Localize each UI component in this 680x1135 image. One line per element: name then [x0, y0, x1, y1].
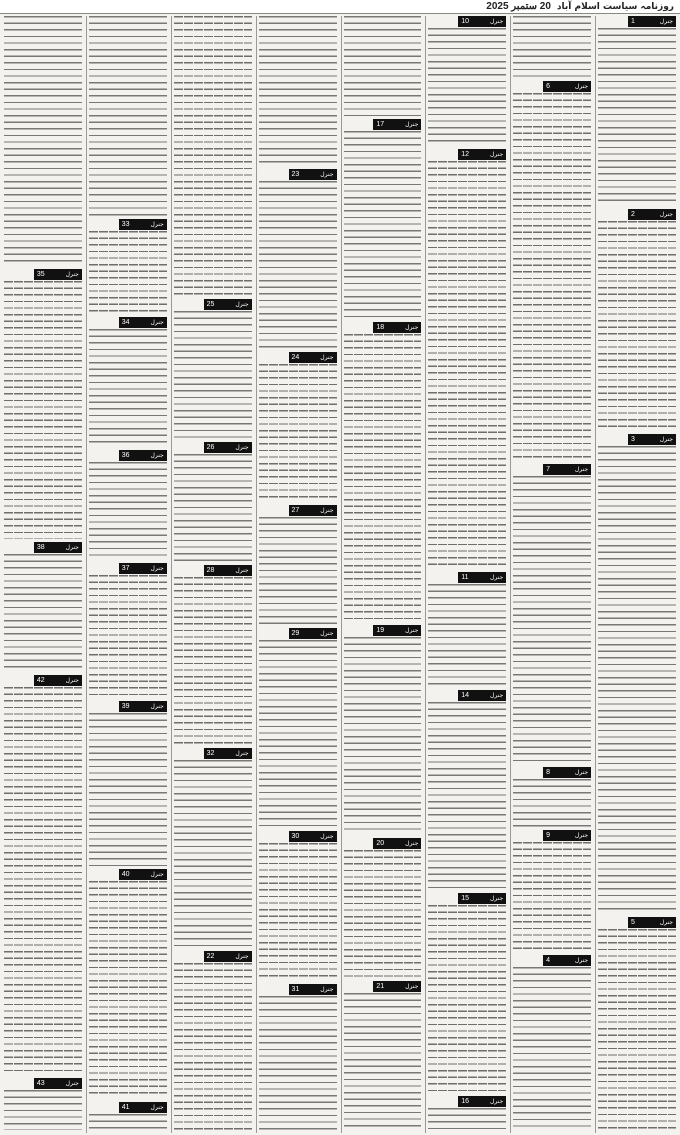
ad-number-tag: 39 جنرل [119, 701, 167, 712]
classified-ad [172, 565, 254, 745]
classified-ad [342, 981, 424, 1131]
classified-ad [596, 209, 678, 431]
ad-number-tag: 5 جنرل [628, 917, 676, 928]
ad-text [344, 334, 422, 622]
classified-ad [426, 1096, 508, 1130]
classified-ad [511, 464, 593, 764]
column-6 [171, 16, 254, 1133]
ad-text [344, 637, 422, 835]
ad-number-tag: 20 جنرل [373, 838, 421, 849]
classified-ad [426, 16, 508, 146]
ad-text [428, 584, 506, 687]
classified-ad [87, 563, 169, 698]
classified-ad [342, 322, 424, 622]
ad-number-tag: 9 جنرل [543, 830, 591, 841]
classified-ad [511, 81, 593, 461]
classified-ad [257, 628, 339, 828]
columns [2, 16, 678, 1133]
classified-ad [2, 1078, 84, 1130]
classified-ad [87, 701, 169, 866]
ad-text [89, 231, 167, 314]
ad-number-tag: 15 جنرل [458, 893, 506, 904]
column-3 [425, 16, 508, 1133]
ad-text [344, 16, 422, 116]
ad-number-tag: 26 جنرل [204, 442, 252, 453]
classified-ad [511, 767, 593, 827]
ad-number-tag: 35 جنرل [34, 269, 82, 280]
ad-text [428, 161, 506, 569]
ad-number-tag: 34 جنرل [119, 317, 167, 328]
ad-text [4, 687, 82, 1075]
classified-ad [172, 299, 254, 439]
ad-text [4, 16, 82, 266]
classified-ad [511, 955, 593, 1130]
ad-text [344, 993, 422, 1131]
masthead [0, 0, 680, 14]
ad-text [259, 16, 337, 166]
ad-text [259, 843, 337, 981]
classified-ad [257, 831, 339, 981]
ad-number-tag: 4 جنرل [543, 955, 591, 966]
ad-text [89, 462, 167, 560]
ad-text [89, 881, 167, 1099]
publication-name: روزنامہ سیاست اسلام آباد [556, 1, 674, 12]
ad-text [174, 454, 252, 562]
ad-text [4, 554, 82, 672]
ad-number-tag: 16 جنرل [458, 1096, 506, 1107]
ad-number-tag: 12 جنرل [458, 149, 506, 160]
ad-text [428, 28, 506, 146]
ad-number-tag: 19 جنرل [373, 625, 421, 636]
ad-number-tag: 23 جنرل [289, 169, 337, 180]
ad-number-tag: 31 جنرل [289, 984, 337, 995]
ad-text [259, 364, 337, 502]
ad-text [344, 131, 422, 319]
classified-ad [596, 16, 678, 206]
column-4 [341, 16, 424, 1133]
ad-text [89, 329, 167, 447]
classified-ad [87, 450, 169, 560]
ad-text [89, 575, 167, 698]
column-2 [510, 16, 593, 1133]
ad-text [89, 713, 167, 866]
ad-number-tag: 28 جنرل [204, 565, 252, 576]
ad-number-tag: 18 جنرل [373, 322, 421, 333]
ad-text [513, 476, 591, 764]
classified-ad [87, 1102, 169, 1130]
classified-ad [426, 893, 508, 1093]
ad-text [598, 929, 676, 1130]
ad-text [89, 1114, 167, 1130]
ad-text [89, 16, 167, 216]
classified-ad [257, 352, 339, 502]
ad-number-tag: 14 جنرل [458, 690, 506, 701]
classified-ad [172, 748, 254, 948]
ad-number-tag: 10 جنرل [458, 16, 506, 27]
ad-text [174, 577, 252, 745]
classified-ad [87, 869, 169, 1099]
classified-ad [2, 269, 84, 539]
ad-text [513, 842, 591, 952]
classified-ad [257, 169, 339, 349]
ad-number-tag: 30 جنرل [289, 831, 337, 842]
ad-text [513, 779, 591, 827]
ad-text [428, 1108, 506, 1130]
classified-ad [172, 951, 254, 1130]
ad-text [174, 963, 252, 1130]
ad-number-tag: 7 جنرل [543, 464, 591, 475]
ad-number-tag: 25 جنرل [204, 299, 252, 310]
ad-text [259, 640, 337, 828]
ad-number-tag: 36 جنرل [119, 450, 167, 461]
ad-text [174, 16, 252, 296]
classified-ad [426, 149, 508, 569]
ad-number-tag: 42 جنرل [34, 675, 82, 686]
ad-number-tag: 24 جنرل [289, 352, 337, 363]
classified-ad [87, 219, 169, 314]
column-5 [256, 16, 339, 1133]
classified-ad [511, 16, 593, 78]
classified-ad [596, 917, 678, 1130]
ad-text [4, 1090, 82, 1130]
issue-date: 20 ستمبر 2025 [486, 1, 551, 12]
ad-text [598, 221, 676, 431]
ad-text [259, 181, 337, 349]
ad-text [513, 93, 591, 461]
ad-number-tag: 41 جنرل [119, 1102, 167, 1113]
ad-text [174, 311, 252, 439]
classified-ad [172, 442, 254, 562]
ad-number-tag: 29 جنرل [289, 628, 337, 639]
ad-text [428, 905, 506, 1093]
ad-text [598, 446, 676, 914]
ad-text [513, 967, 591, 1130]
ad-number-tag: 43 جنرل [34, 1078, 82, 1089]
ad-number-tag: 2 جنرل [628, 209, 676, 220]
ad-text [598, 28, 676, 206]
classified-ad [342, 625, 424, 835]
classified-ad [596, 434, 678, 914]
ad-number-tag: 17 جنرل [373, 119, 421, 130]
ad-text [259, 996, 337, 1130]
classified-ad [2, 542, 84, 672]
ad-number-tag: 32 جنرل [204, 748, 252, 759]
ad-text [428, 702, 506, 890]
ad-number-tag: 33 جنرل [119, 219, 167, 230]
classified-ad [172, 16, 254, 296]
ad-text [259, 517, 337, 625]
classified-ad [342, 16, 424, 116]
classified-ad [257, 984, 339, 1130]
classified-ad [2, 16, 84, 266]
ad-number-tag: 27 جنرل [289, 505, 337, 516]
classified-ad [257, 505, 339, 625]
ad-text [513, 16, 591, 78]
ad-number-tag: 6 جنرل [543, 81, 591, 92]
classified-ad [87, 16, 169, 216]
classified-ad [342, 838, 424, 978]
column-7 [86, 16, 169, 1133]
ad-number-tag: 11 جنرل [458, 572, 506, 583]
ad-number-tag: 1 جنرل [628, 16, 676, 27]
ad-text [174, 760, 252, 948]
ad-number-tag: 22 جنرل [204, 951, 252, 962]
classified-ad [426, 572, 508, 687]
classified-ad [2, 675, 84, 1075]
ad-text [4, 281, 82, 539]
ad-text [344, 850, 422, 978]
classified-ad [426, 690, 508, 890]
ad-number-tag: 3 جنرل [628, 434, 676, 445]
classified-ad [511, 830, 593, 952]
ad-number-tag: 8 جنرل [543, 767, 591, 778]
classified-ad [87, 317, 169, 447]
column-8 [2, 16, 84, 1133]
ad-number-tag: 21 جنرل [373, 981, 421, 992]
ad-number-tag: 37 جنرل [119, 563, 167, 574]
ad-number-tag: 38 جنرل [34, 542, 82, 553]
ad-number-tag: 40 جنرل [119, 869, 167, 880]
classified-ad [342, 119, 424, 319]
column-1 [595, 16, 678, 1133]
classified-ad [257, 16, 339, 166]
